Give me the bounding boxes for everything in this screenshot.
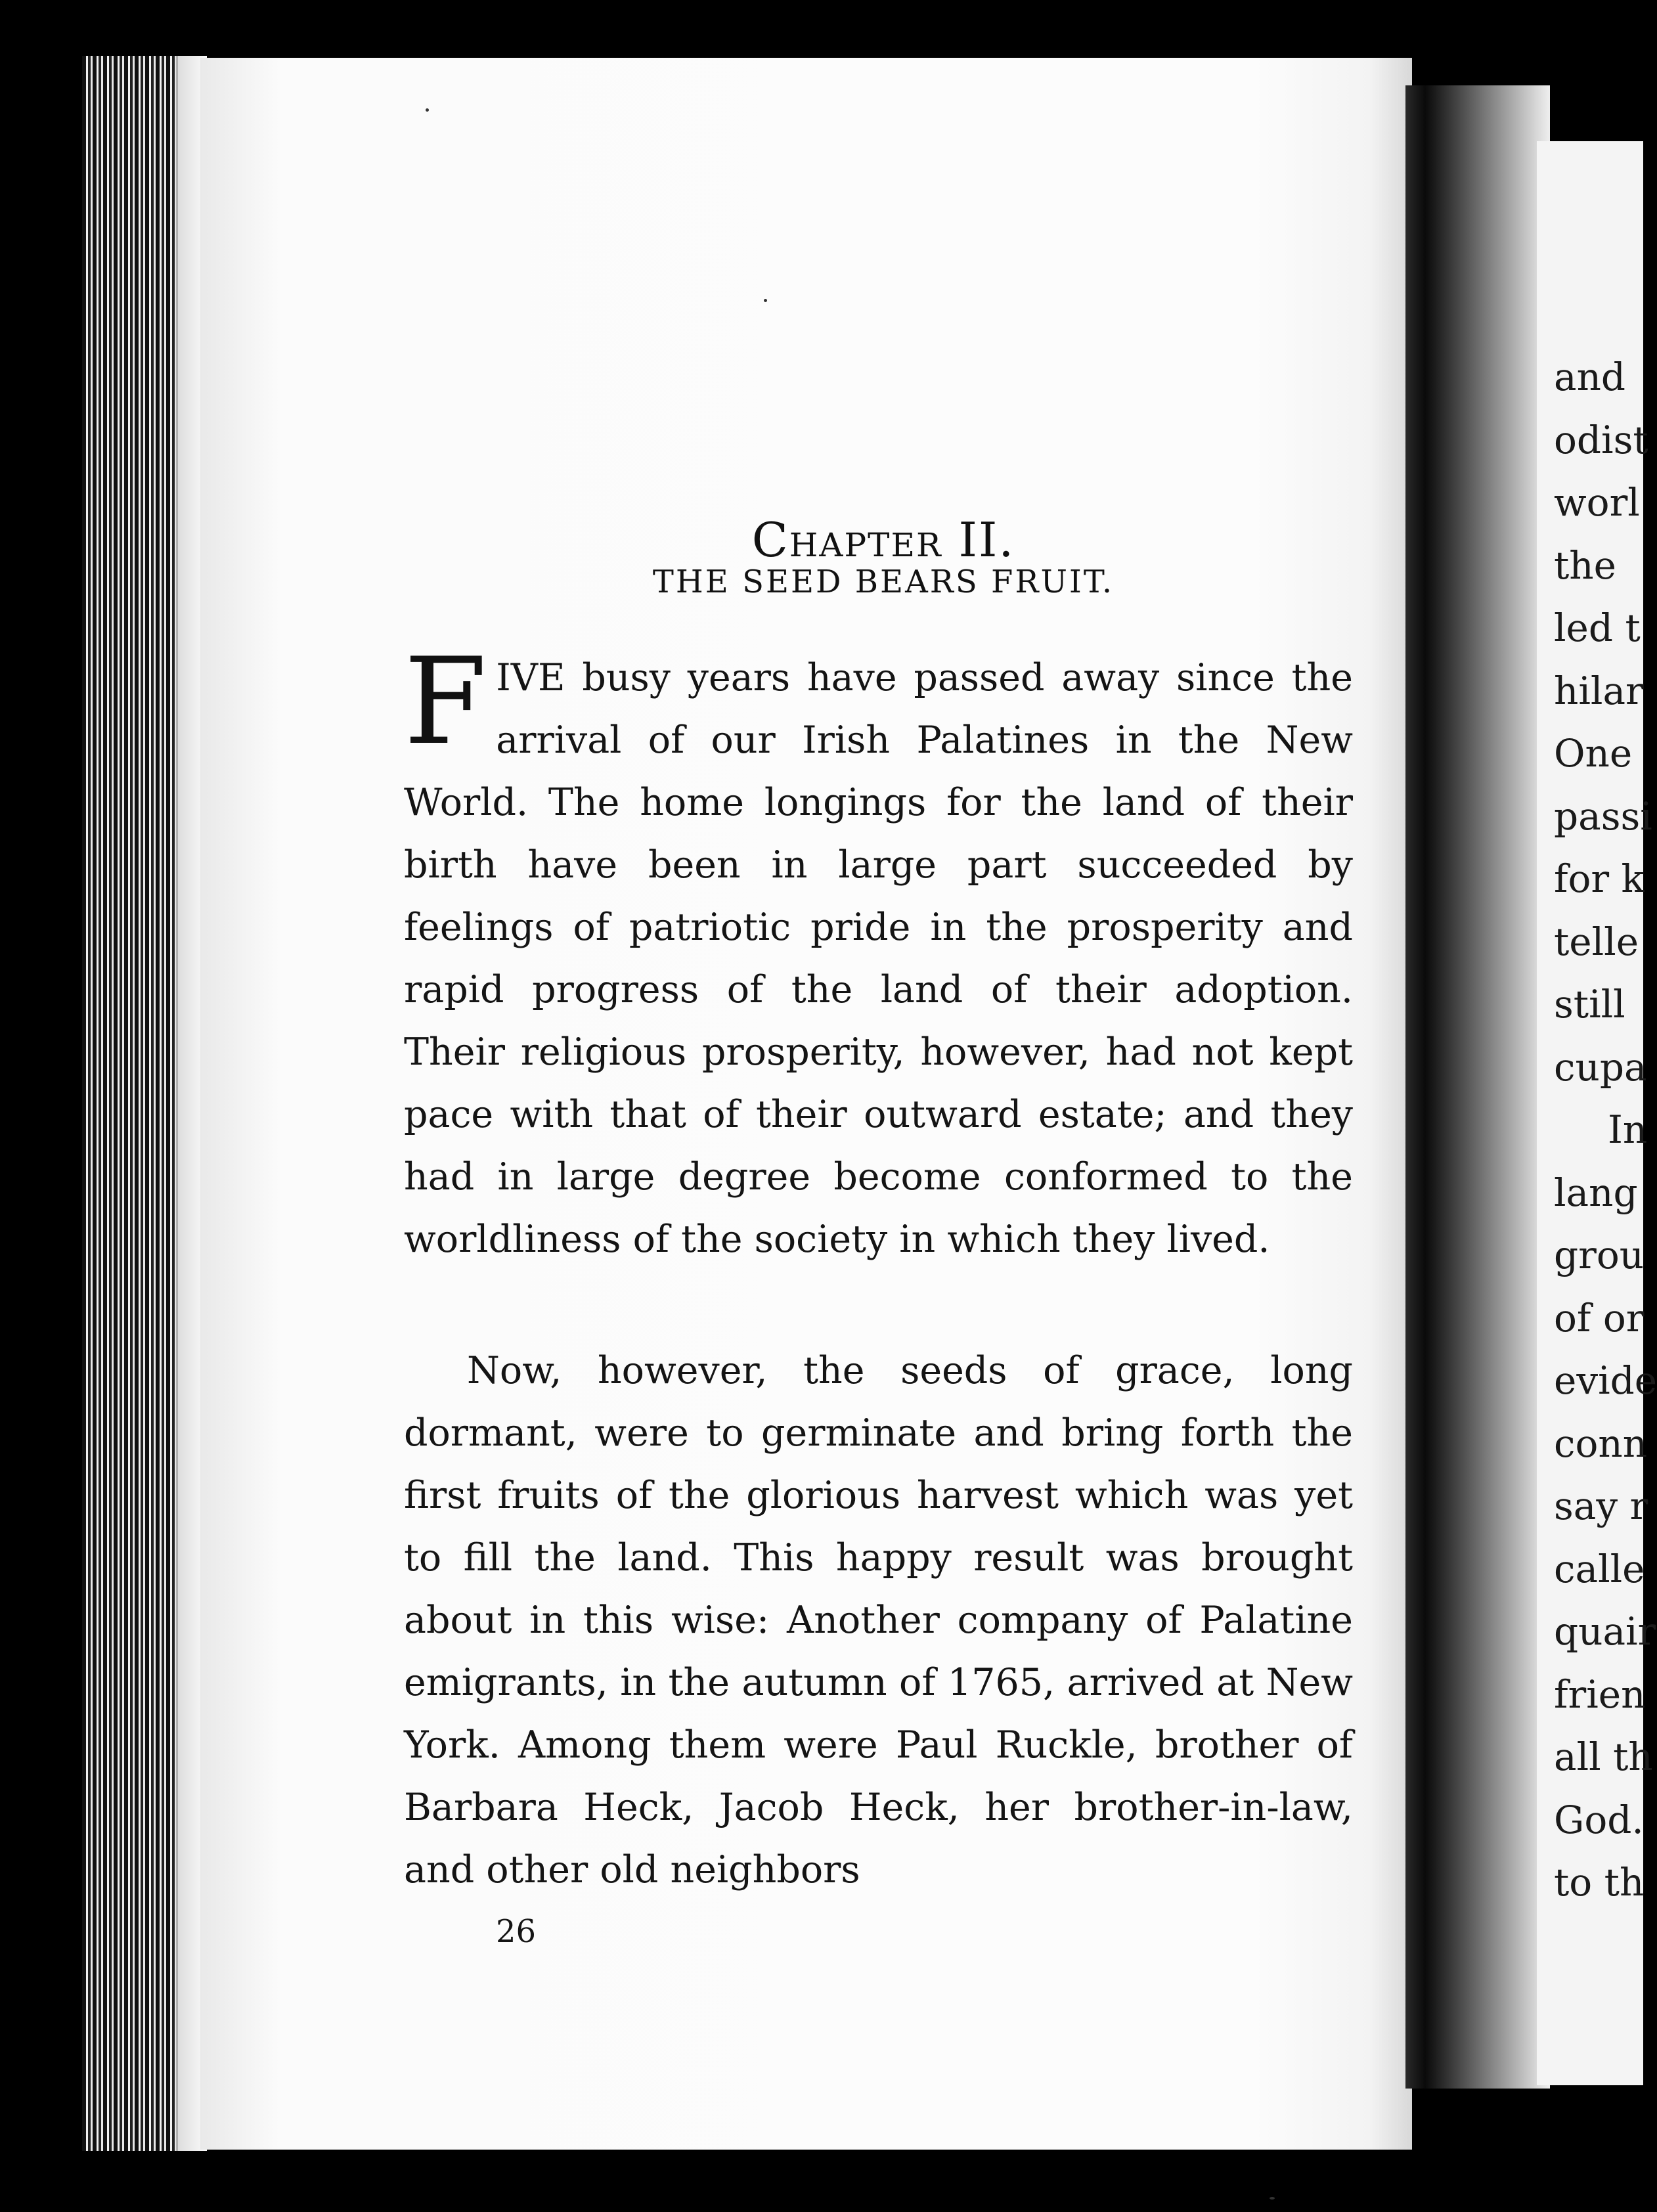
right-page-line: God. [1554,1798,1644,1842]
right-page-line: grou [1554,1233,1645,1277]
right-page-line: cupa [1554,1045,1647,1090]
drop-cap: F [404,632,487,771]
right-page-line: evide [1554,1358,1657,1403]
chapter-heading-text: Chapter II. [751,512,1015,567]
right-page-line: odist [1554,418,1648,462]
right-page-line: conn [1554,1421,1648,1466]
chapter-subtitle: THE SEED BEARS FRUIT. [652,564,1115,600]
right-page-line: quair [1554,1609,1656,1654]
dust-speck [426,108,429,112]
dust-speck [764,299,767,302]
right-page-line: One [1554,731,1633,776]
right-page-line: frien [1554,1672,1646,1717]
right-page-line: worl [1554,480,1640,525]
right-page-line: and [1554,355,1626,399]
right-page-line: In [1608,1107,1648,1152]
right-page-line: for k [1554,856,1645,901]
right-page-line: passi [1554,794,1652,839]
chapter-heading [404,512,1363,567]
right-page-line: say r [1554,1484,1648,1528]
right-page-line: the [1554,543,1616,588]
page-number: 26 [496,1913,537,1950]
dust-speck [1270,2197,1275,2200]
paragraph-1-text: IVE busy years have passed away since the arrival of our Irish Palatines in the New World. The home longings for the land of their birth have been in large part succeeded by feelings of patriotic pride in the prosperity and rapid progress of the land of their adoption. Their religious prosperity, however, had not kept pace with that of their outward estate; and they had in large degree become conformed to the worldliness of the society in which they lived. [404,656,1353,1261]
right-page-line: led t [1554,606,1641,650]
right-page-line: telle [1554,919,1639,964]
right-page-line: of or [1554,1296,1645,1340]
body-paragraph-2: Now, however, the seeds of grace, long dormant, were to germinate and bring forth the first fruits of the glorious harvest which was yet to fill the land. This happy result was brought about in this wise: Another company of Palatine emigrants, in the autumn of 1765, arrived at New York. Among them were Paul Ruckle, brother of Barbara Heck, Jacob Heck, her brother-in-law, and other old neighbors [404,1349,1353,1891]
right-page-line: to th [1554,1860,1645,1905]
right-page-line: hilar [1554,669,1644,713]
gutter-shadow [1405,85,1550,2089]
right-page-line: still [1554,982,1625,1027]
right-page-line: all th [1554,1735,1653,1779]
body-paragraph-1 [404,632,1353,1271]
right-page-line: calle [1554,1547,1645,1591]
right-page-line: lang [1554,1170,1638,1215]
